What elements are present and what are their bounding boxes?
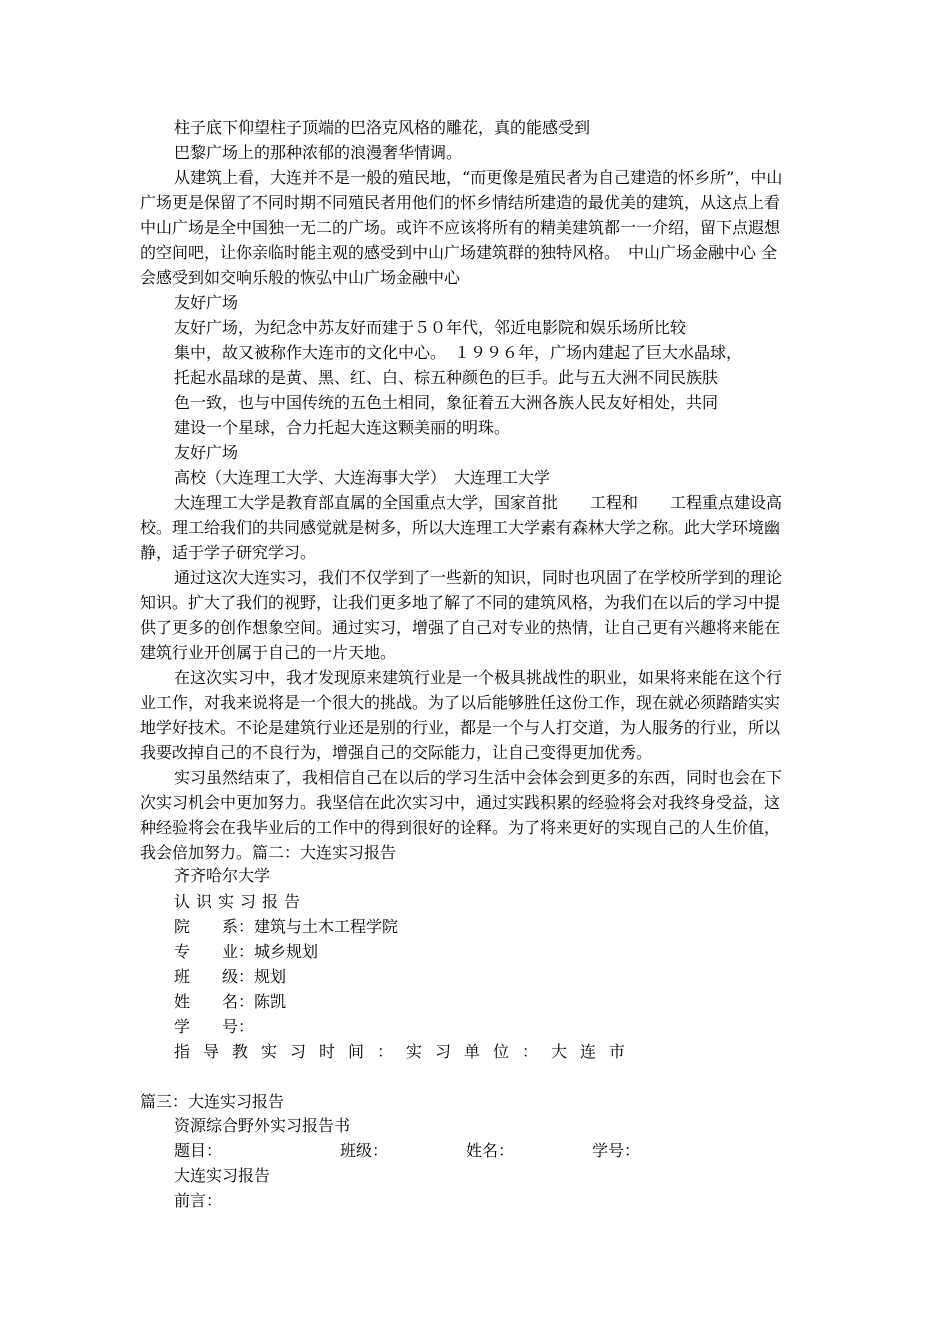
part3-preface: 前言： <box>174 1191 223 1210</box>
paragraph-line: 供了更多的创作想象空间。通过实习，增强了自己对专业的热情，让自己更有兴趣将来能在 <box>140 618 781 637</box>
paragraph-line: 在这次实习中，我才发现原来建筑行业是一个极具挑战性的职业，如果将来能在这个行 <box>174 668 783 687</box>
field-label: 学 号： <box>174 1017 255 1036</box>
part3-fields <box>174 1141 640 1161</box>
paragraph-line: 校。理工给我们的共同感觉就是树多，所以大连理工大学素有森林大学之称。此大学环境幽 <box>140 518 781 537</box>
paragraph-line: 我会倍加努力。篇二：大连实习报告 <box>140 843 397 862</box>
paragraph-line: 知识。扩大了我们的视野，让我们更多地了解了不同的建筑风格，为我们在以后的学习中提 <box>140 593 781 612</box>
part3-report-title: 大连实习报告 <box>174 1166 271 1185</box>
field-value: 陈凯 <box>254 992 287 1011</box>
field-class <box>174 967 286 987</box>
paragraph-line: 巴黎广场上的那种浓郁的浪漫奢华情调。 <box>174 143 463 162</box>
section-heading: 高校（大连理工大学、大连海事大学） 大连理工大学 <box>174 468 551 487</box>
section-heading: 友好广场 <box>174 293 239 312</box>
paragraph-line: 地学好技术。不论是建筑行业还是别的行业，都是一个与人打交道，为人服务的行业，所以 <box>140 718 781 737</box>
field-label-class: 班级： <box>340 1141 389 1160</box>
paragraph-line: 托起水晶球的是黄、黑、红、白、棕五种颜色的巨手。此与五大洲不同民族肤 <box>174 368 719 387</box>
paragraph-line: 建筑行业开创属于自己的一片天地。 <box>140 643 397 662</box>
field-value: 建筑与土木工程学院 <box>254 917 399 936</box>
field-student-id <box>174 1017 254 1037</box>
paragraph-line: 中山广场是全中国独一无二的广场。或许不应该将所有的精美建筑都一一介绍，留下点遐想 <box>140 218 781 237</box>
paragraph-line: 大连理工大学是教育部直属的全国重点大学，国家首批 工程和 工程重点建设高 <box>174 493 783 512</box>
paragraph-line: 从建筑上看，大连并不是一般的殖民地，“而更像是殖民者为自己建造的怀乡所”，中山 <box>174 168 783 187</box>
part3-heading: 篇三：大连实习报告 <box>140 1092 285 1111</box>
paragraph-line: 次实习机会中更加努力。我坚信在此次实习中，通过实践积累的经验将会对我终身受益，这 <box>140 793 781 812</box>
field-major <box>174 942 318 962</box>
paragraph-line: 色一致，也与中国传统的五色土相同，象征着五大洲各族人民友好相处，共同 <box>174 393 719 412</box>
field-label-title: 题目： <box>174 1141 223 1160</box>
university-name: 齐齐哈尔大学 <box>174 866 271 885</box>
paragraph-line: 业工作，对我来说将是一个很大的挑战。为了以后能够胜任这份工作，现在就必须踏踏实实 <box>140 693 781 712</box>
section-heading: 友好广场 <box>174 443 239 462</box>
field-label: 班 级： <box>174 967 255 986</box>
paragraph-line: 实习虽然结束了，我相信自己在以后的学习生活中会体会到更多的东西，同时也会在下 <box>174 768 783 787</box>
report-title: 认识实习报告 <box>174 892 307 911</box>
paragraph-line: 柱子底下仰望柱子顶端的巴洛克风格的雕花，真的能感受到 <box>174 118 591 137</box>
field-name <box>174 992 286 1012</box>
field-value: 规划 <box>254 967 287 986</box>
paragraph-line: 会感受到如交响乐般的恢弘中山广场金融中心 <box>140 268 461 287</box>
paragraph-line: 种经验将会在我毕业后的工作中的得到很好的诠释。为了将来更好的实现自己的人生价值， <box>140 818 781 837</box>
paragraph-line: 的空间吧，让你亲临时能主观的感受到中山广场建筑群的独特风格。 中山广场金融中心 全 <box>140 243 778 262</box>
guide-line: 指导教实习时间：实习单位：大连市 <box>174 1042 639 1061</box>
field-value: 城乡规划 <box>254 942 319 961</box>
paragraph-line: 我要改掉自己的不良行为，增强自己的交际能力，让自己变得更加优秀。 <box>140 743 653 762</box>
field-label-name: 姓名： <box>466 1141 515 1160</box>
field-label: 专 业： <box>174 942 255 961</box>
paragraph-line: 静，适于学子研究学习。 <box>140 543 317 562</box>
field-department <box>174 917 398 937</box>
field-label: 院 系： <box>174 917 255 936</box>
paragraph-line: 广场更是保留了不同时期不同殖民者用他们的怀乡情结所建造的最优美的建筑，从这点上看 <box>140 193 781 212</box>
paragraph-line: 建设一个星球，合力托起大连这颗美丽的明珠。 <box>174 418 511 437</box>
field-label-id: 学号： <box>592 1141 641 1160</box>
field-label: 姓 名： <box>174 992 255 1011</box>
paragraph-line: 通过这次大连实习，我们不仅学到了一些新的知识，同时也巩固了在学校所学到的理论 <box>174 568 783 587</box>
paragraph-line: 集中，故又被称作大连市的文化中心。 １９９６年，广场内建起了巨大水晶球， <box>174 343 743 362</box>
part3-subtitle: 资源综合野外实习报告书 <box>174 1116 351 1135</box>
paragraph-line: 友好广场，为纪念中苏友好而建于５０年代，邻近电影院和娱乐场所比较 <box>174 318 687 337</box>
